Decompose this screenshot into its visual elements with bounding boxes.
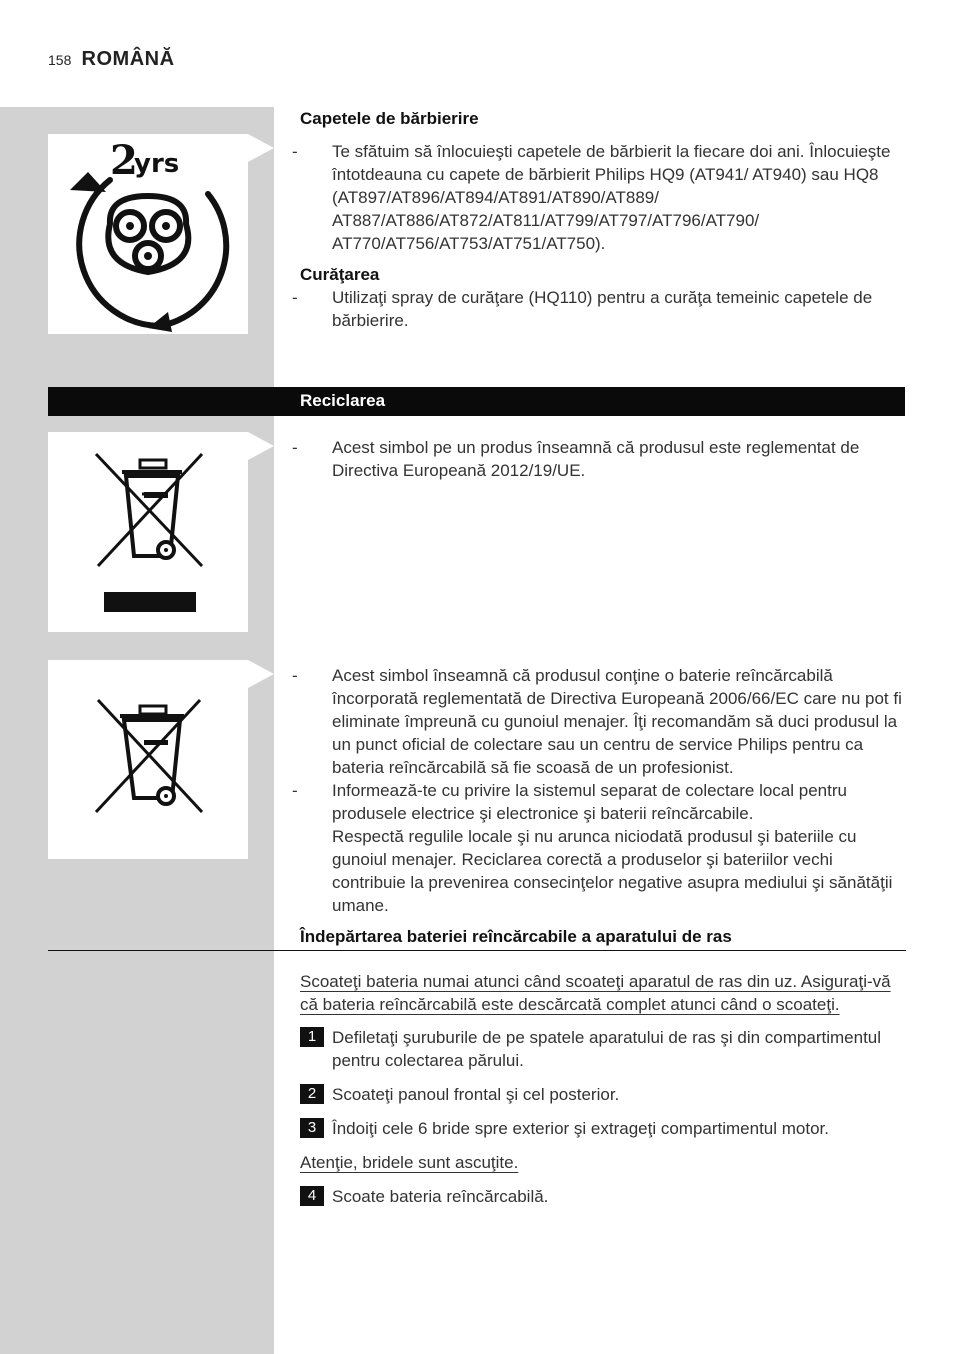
crossed-bin-icon [48,660,248,859]
step-number: 1 [300,1027,324,1047]
page-header [48,48,175,71]
list-item-continued: Respectă regulile locale şi nu arunca niciodată produsul şi bateriile cu gunoiul menajer. Reciclarea corectă a produselor şi bateriilor vechi contribuie la prevenirea consecinţelor negative asupra mediului şi sănătăţii umane. [332,827,893,915]
caution-note: Atenţie, bridele sunt ascuţite. [300,1153,519,1172]
recycling-title: Reciclarea [300,391,386,410]
step-3: 3 Îndoiţi cele 6 bride spre exterior şi extrageţi compartimentul motor. [300,1117,906,1140]
shaving-heads-title: Capetele de bărbierire [300,109,479,128]
step-4: 4 Scoate bateria reîncărcabilă. [300,1185,906,1208]
two-years-replace-icon [48,134,248,334]
section-bar [48,387,905,416]
badge-number: 2 [110,137,138,184]
crossed-bin-icon [48,432,248,632]
weee-text [292,436,906,482]
step-2: 2 Scoateţi panoul frontal şi cel posterior. [300,1083,906,1106]
step-number: 2 [300,1084,324,1104]
cleaning-title: Curăţarea [300,265,380,284]
removal-warning: Scoateţi bateria numai atunci când scoateţi aparatul de ras din uz. Asiguraţi-vă că bateria reîncărcabilă este descărcată complet atunci când o scoateţi. [300,972,891,1014]
page-number: 158 [48,52,72,68]
badge-unit: yrs [134,149,180,179]
list-item: - Te sfătuim să înlocuieşti capetele de bărbierit la fiecare doi ani. Înlocuieşte întotdeauna cu capete de bărbierit Philips HQ9 (AT941/ AT940) sau HQ8 (AT897/AT896/AT894/AT891/AT890/AT889/ AT887/AT886/AT872/AT811/AT799/AT797/AT796/AT790/ AT770/AT756/AT753/AT751/AT750). [292,142,891,253]
battery-removal-heading [300,925,906,948]
battery-bin-illustration [48,660,248,859]
weee-illustration [48,432,248,632]
callout-pointer [248,134,274,162]
battery-removal-section [300,970,906,1208]
replacement-illustration [48,134,248,334]
divider [48,950,906,951]
list-item: - Informează-te cu privire la sistemul separat de colectare local pentru produsele electrice şi electronice şi baterii reîncărcabile. [292,781,847,823]
step-number: 4 [300,1186,324,1206]
list-item: - Acest simbol pe un produs înseamnă că produsul este reglementat de Directiva Europeană 2012/19/UE. [292,438,860,480]
battery-removal-title: Îndepărtarea bateriei reîncărcabile a aparatului de ras [300,927,732,946]
battery-recycling-text [292,664,906,917]
list-item: - Utilizaţi spray de curăţare (HQ110) pentru a curăţa temeinic capetele de bărbierire. [292,288,873,330]
callout-pointer [248,660,274,688]
shaving-heads-section [292,107,906,332]
step-1: 1 Defiletaţi şuruburile de pe spatele aparatului de ras şi din compartimentul pentru colectarea părului. [300,1026,906,1072]
step-number: 3 [300,1118,324,1138]
callout-pointer [248,432,274,460]
list-item: - Acest simbol înseamnă că produsul conţine o baterie reîncărcabilă încorporată reglementată de Directiva Europeană 2006/66/EC care nu pot fi eliminate împreună cu gunoiul menajer. Îţi recomandăm să duci produsul la un punct oficial de colectare sau un centru de service Philips pentru ca bateria reîncărcabilă să fie scoasă de un profesionist. [292,666,902,777]
language-title: ROMÂNĂ [81,48,175,70]
